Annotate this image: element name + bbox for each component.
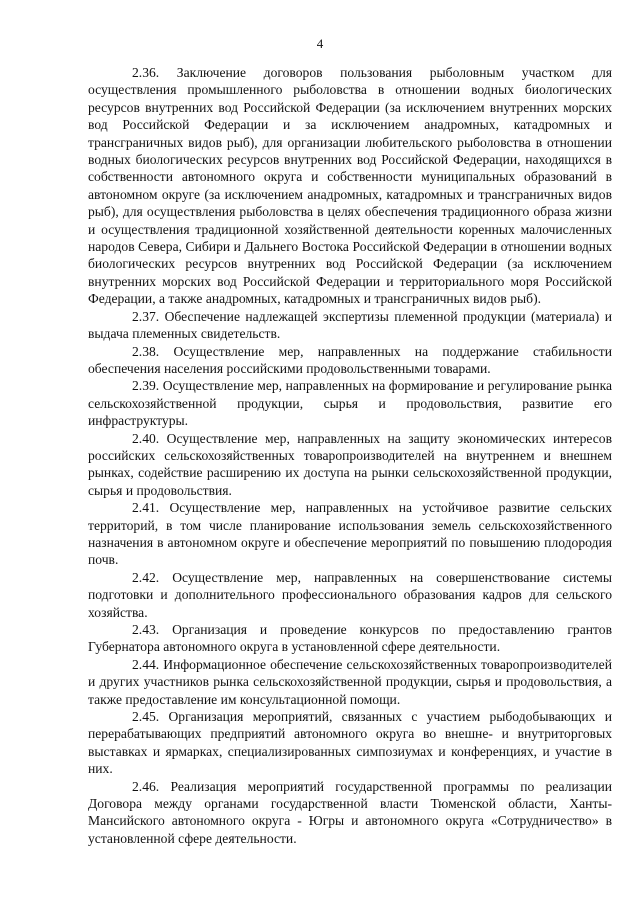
paragraph-number: 2.45. [132, 709, 160, 725]
paragraph-2-44 [88, 656, 612, 708]
paragraph-text: Организация и проведение конкурсов по предоставлению грантов Губернатора автономного округа в установленной сфере деятельности. [88, 622, 612, 655]
paragraph-number: 2.39. [132, 378, 160, 394]
paragraph-text: Осуществление мер, направленных на формирование и регулирование рынка сельскохозяйственной продукции, сырья и продовольствия, развитие его инфраструктуры. [88, 378, 612, 429]
paragraph-number: 2.37. [132, 308, 160, 324]
paragraph-2-46 [88, 778, 612, 848]
paragraph-text: Осуществление мер, направленных на поддержание стабильности обеспечения населения российскими продовольственными товарами. [88, 343, 613, 376]
paragraph-text: Осуществление мер, направленных на совершенствование системы подготовки и дополнительного профессионального образования кадров для сельского хозяйства. [88, 569, 612, 620]
paragraph-number: 2.43. [132, 622, 160, 637]
paragraph-text: Обеспечение надлежащей экспертизы племенной продукции (материала) и выдача племенных свидетельств. [88, 308, 612, 342]
paragraph-number: 2.41. [132, 500, 160, 516]
paragraph-2-42 [88, 569, 612, 621]
paragraph-text: Реализация мероприятий государственной программы по реализации Договора между органами государственной власти Тюменской области, Ханты-Мансийского автономного округа - Югры и автономного округа «Сотрудничество» в установленной сфере деятельности. [88, 778, 612, 846]
paragraph-text: Осуществление мер, направленных на защиту экономических интересов российских сельскохозяйственных товаропроизводителей на внутреннем и внешнем рынках, содействие расширению их доступа на рынки сельскохозяйственной продукции, сырья и продовольствия. [88, 430, 612, 498]
paragraph-number: 2.46. [132, 778, 160, 794]
paragraph-number: 2.38. [132, 343, 160, 359]
paragraph-2-37 [88, 308, 612, 343]
paragraph-number: 2.44. [132, 656, 160, 672]
document-body [88, 64, 612, 847]
paragraph-2-36 [88, 64, 612, 308]
paragraph-2-40 [88, 430, 612, 500]
paragraph-text: Заключение договоров пользования рыболовным участком для осуществления промышленного рыболовства в отношении водных биологических ресурсов внутренних вод Российской Федерации (за исключением внутренних морских вод Российской Федерации и за исключением анадромных, катадромных и трансграничных видов рыб), для организации любительского рыболовства в отношении водных биологических ресурсов внутренних вод Российской Федерации, находящихся в собственности автономного округа и собственности муниципальных образований в автономном округе (за исключением анадромных, катадромных и трансграничных видов рыб), для осуществления рыболовства в целях обеспечения традиционного образа жизни и осуществления традиционной хозяйственной деятельности коренных малочисленных народов Севера, Сибири и Дальнего Востока Российской Федерации в отношении водных биологических ресурсов внутренних вод Российской Федерации (за исключением внутренних морских вод Российской Федерации и территориального моря Российской Федерации, а также анадромных, катадромных и трансграничных видов рыб). [88, 65, 612, 307]
paragraph-text: Осуществление мер, направленных на устойчивое развитие сельских территорий, в том числе планирование использования земель сельскохозяйственного назначения в автономном округе и обеспечение мероприятий по повышению плодородия почв. [88, 500, 612, 568]
paragraph-2-41 [88, 499, 612, 569]
paragraph-text: Организация мероприятий, связанных с участием рыбодобывающих и перерабатывающих предприятий автономного округа во внешне- и внутриторговых выставках и ярмарках, специализированных симпозиумах и конференциях, и участие в них. [88, 709, 612, 777]
paragraph-number: 2.40. [132, 430, 160, 446]
paragraph-text: Информационное обеспечение сельскохозяйственных товаропроизводителей и других участников рынка сельскохозяйственной продукции, сырья и продовольствия, а также предоставление им консультационной помощи. [88, 656, 612, 707]
paragraph-number: 2.42. [132, 569, 160, 585]
paragraph-2-43 [88, 621, 612, 656]
paragraph-2-39 [88, 377, 612, 429]
paragraph-number: 2.36. [132, 65, 160, 80]
paragraph-2-38 [88, 343, 612, 378]
page-number: 4 [316, 36, 324, 51]
paragraph-2-45 [88, 708, 612, 778]
